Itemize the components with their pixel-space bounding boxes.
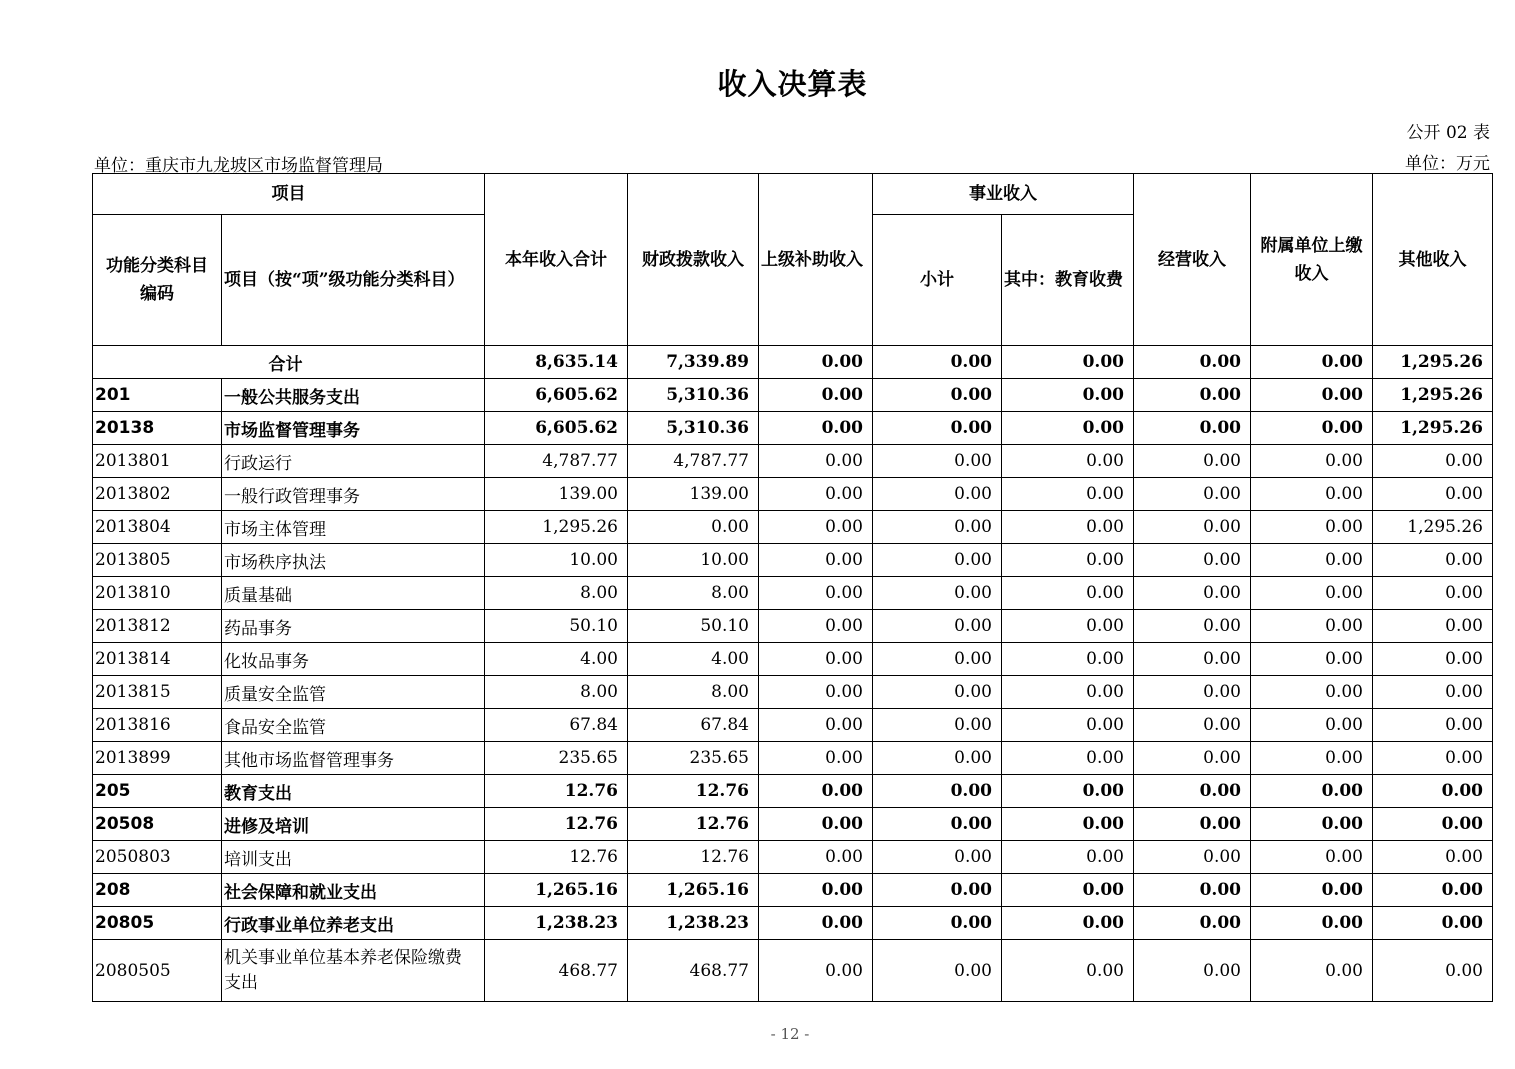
table-row [93,775,1493,808]
row-value: 0.00 [1134,907,1251,940]
row-value: 67.84 [628,709,759,742]
row-value: 0.00 [1373,610,1493,643]
row-value: 0.00 [1251,511,1373,544]
row-value: 8.00 [485,676,628,709]
total-value: 0.00 [1134,346,1251,379]
row-value: 0.00 [1251,412,1373,445]
row-code: 20805 [93,907,222,940]
row-value: 50.10 [628,610,759,643]
row-value: 12.76 [485,841,628,874]
total-value: 8,635.14 [485,346,628,379]
row-value: 0.00 [873,742,1002,775]
row-value: 0.00 [1251,808,1373,841]
row-value: 12.76 [628,841,759,874]
row-value: 8.00 [485,577,628,610]
row-value: 50.10 [485,610,628,643]
row-code: 20138 [93,412,222,445]
table-row [93,742,1493,775]
total-value: 7,339.89 [628,346,759,379]
row-code: 205 [93,775,222,808]
row-value: 0.00 [1134,478,1251,511]
table-row [93,709,1493,742]
row-code: 208 [93,874,222,907]
row-name: 市场监督管理事务 [222,412,485,445]
row-value: 0.00 [1251,445,1373,478]
row-value: 0.00 [1002,841,1134,874]
row-value: 0.00 [1251,379,1373,412]
row-value: 0.00 [759,412,873,445]
row-value: 4.00 [628,643,759,676]
total-label: 合计 [93,346,485,379]
row-value: 0.00 [1134,544,1251,577]
table-row [93,412,1493,445]
row-value: 0.00 [1134,940,1251,1002]
header-fiscal: 财政拨款收入 [628,174,759,346]
row-value: 0.00 [873,775,1002,808]
header-operating: 经营收入 [1134,174,1251,346]
unit-label: 单位：重庆市九龙坡区市场监督管理局 [94,156,383,176]
total-value: 0.00 [1002,346,1134,379]
row-name: 社会保障和就业支出 [222,874,485,907]
row-code: 2013801 [93,445,222,478]
row-value: 235.65 [485,742,628,775]
row-value: 0.00 [1373,544,1493,577]
row-value: 0.00 [1373,841,1493,874]
page-number: - 12 - [770,1025,810,1043]
row-value: 12.76 [628,808,759,841]
row-value: 0.00 [1251,544,1373,577]
row-name: 质量基础 [222,577,485,610]
row-value: 235.65 [628,742,759,775]
row-value: 0.00 [1373,676,1493,709]
header-subtotal: 小计 [873,215,1002,346]
row-value: 4,787.77 [628,445,759,478]
row-name: 机关事业单位基本养老保险缴费支出 [222,940,485,1002]
row-value: 0.00 [759,379,873,412]
row-value: 0.00 [873,808,1002,841]
row-value: 0.00 [873,841,1002,874]
row-value: 0.00 [759,742,873,775]
row-code: 2013810 [93,577,222,610]
row-value: 12.76 [485,808,628,841]
row-value: 0.00 [1002,412,1134,445]
row-value: 4.00 [485,643,628,676]
table-row [93,610,1493,643]
row-value: 10.00 [628,544,759,577]
row-value: 0.00 [1002,775,1134,808]
row-value: 0.00 [1373,577,1493,610]
row-name: 进修及培训 [222,808,485,841]
row-value: 5,310.36 [628,379,759,412]
row-value: 1,238.23 [485,907,628,940]
table-row [93,445,1493,478]
row-value: 0.00 [1134,808,1251,841]
row-name: 质量安全监管 [222,676,485,709]
row-name: 市场秩序执法 [222,544,485,577]
row-value: 4,787.77 [485,445,628,478]
row-value: 1,238.23 [628,907,759,940]
row-value: 0.00 [1251,940,1373,1002]
row-value: 0.00 [1251,643,1373,676]
row-value: 0.00 [873,709,1002,742]
row-value: 0.00 [759,907,873,940]
row-value: 0.00 [1373,709,1493,742]
header-superior: 上级补助收入 [759,174,873,346]
row-value: 0.00 [1134,676,1251,709]
row-value: 0.00 [1134,643,1251,676]
row-value: 0.00 [873,643,1002,676]
table-row [93,511,1493,544]
row-value: 1,295.26 [485,511,628,544]
table-row [93,643,1493,676]
row-value: 0.00 [1134,379,1251,412]
row-value: 0.00 [1002,610,1134,643]
row-value: 0.00 [1002,577,1134,610]
row-name: 行政事业单位养老支出 [222,907,485,940]
row-code: 20508 [93,808,222,841]
table-row [93,841,1493,874]
row-value: 0.00 [1251,742,1373,775]
row-value: 0.00 [873,676,1002,709]
row-value: 0.00 [1002,544,1134,577]
form-number: 公开 02 表 [1406,123,1490,143]
row-code: 2013816 [93,709,222,742]
row-value: 0.00 [759,544,873,577]
row-name: 食品安全监管 [222,709,485,742]
row-value: 0.00 [1373,445,1493,478]
row-value: 0.00 [1251,841,1373,874]
row-value: 1,295.26 [1373,379,1493,412]
row-value: 0.00 [873,511,1002,544]
row-value: 0.00 [873,610,1002,643]
row-value: 0.00 [873,412,1002,445]
table-row [93,577,1493,610]
row-value: 0.00 [873,379,1002,412]
row-value: 0.00 [1002,379,1134,412]
row-value: 0.00 [1373,643,1493,676]
row-value: 0.00 [1251,610,1373,643]
row-name: 化妆品事务 [222,643,485,676]
income-table [92,173,1493,1002]
total-row [93,346,1493,379]
total-value: 0.00 [1251,346,1373,379]
row-value: 1,265.16 [485,874,628,907]
row-value: 0.00 [759,643,873,676]
row-code: 2013899 [93,742,222,775]
row-value: 0.00 [628,511,759,544]
row-name: 其他市场监督管理事务 [222,742,485,775]
row-value: 0.00 [1373,940,1493,1002]
row-value: 0.00 [1002,478,1134,511]
row-value: 0.00 [1002,874,1134,907]
row-code: 2013814 [93,643,222,676]
table-row [93,874,1493,907]
row-value: 0.00 [759,577,873,610]
row-value: 139.00 [485,478,628,511]
row-code: 2013805 [93,544,222,577]
row-value: 0.00 [759,511,873,544]
row-value: 0.00 [1134,577,1251,610]
row-value: 0.00 [759,709,873,742]
row-value: 0.00 [1002,940,1134,1002]
row-code: 2050803 [93,841,222,874]
row-value: 0.00 [1002,643,1134,676]
row-value: 0.00 [759,940,873,1002]
row-name: 行政运行 [222,445,485,478]
row-value: 0.00 [873,544,1002,577]
row-code: 2080505 [93,940,222,1002]
row-code: 2013804 [93,511,222,544]
row-value: 0.00 [873,940,1002,1002]
row-value: 6,605.62 [485,379,628,412]
row-value: 0.00 [759,841,873,874]
table-row [93,478,1493,511]
row-value: 0.00 [1134,742,1251,775]
row-value: 0.00 [759,676,873,709]
row-value: 0.00 [759,610,873,643]
header-education: 其中：教育收费 [1002,215,1134,346]
row-value: 0.00 [1002,709,1134,742]
row-value: 0.00 [1002,676,1134,709]
header-business: 事业收入 [873,174,1134,215]
row-value: 0.00 [759,874,873,907]
row-value: 0.00 [873,478,1002,511]
page-title: 收入决算表 [717,67,868,101]
header-affiliated: 附属单位上缴收入 [1251,174,1373,346]
row-value: 1,295.26 [1373,511,1493,544]
row-value: 0.00 [1134,874,1251,907]
row-value: 0.00 [1373,742,1493,775]
row-value: 8.00 [628,577,759,610]
row-value: 0.00 [873,907,1002,940]
row-value: 0.00 [873,577,1002,610]
row-value: 10.00 [485,544,628,577]
total-value: 0.00 [873,346,1002,379]
row-name: 市场主体管理 [222,511,485,544]
row-value: 0.00 [1373,775,1493,808]
row-value: 0.00 [1002,742,1134,775]
row-value: 0.00 [1002,907,1134,940]
row-value: 0.00 [1373,874,1493,907]
row-name: 培训支出 [222,841,485,874]
row-name: 教育支出 [222,775,485,808]
row-value: 0.00 [1251,775,1373,808]
row-value: 468.77 [485,940,628,1002]
table-row [93,544,1493,577]
row-name: 药品事务 [222,610,485,643]
row-code: 2013802 [93,478,222,511]
table-row [93,907,1493,940]
row-value: 0.00 [759,478,873,511]
row-value: 8.00 [628,676,759,709]
row-value: 0.00 [1251,709,1373,742]
header-item: 项目 [93,174,485,215]
row-value: 0.00 [1251,907,1373,940]
header-other: 其他收入 [1373,174,1493,346]
row-value: 0.00 [1134,775,1251,808]
row-value: 0.00 [1134,841,1251,874]
row-value: 12.76 [485,775,628,808]
row-value: 0.00 [873,445,1002,478]
row-value: 0.00 [1002,511,1134,544]
row-value: 0.00 [1373,478,1493,511]
row-value: 0.00 [1251,874,1373,907]
row-value: 0.00 [1002,445,1134,478]
row-value: 12.76 [628,775,759,808]
table-row [93,379,1493,412]
row-value: 0.00 [1002,808,1134,841]
header-name: 项目（按“项”级功能分类科目） [222,215,485,346]
row-value: 67.84 [485,709,628,742]
row-code: 2013815 [93,676,222,709]
row-value: 0.00 [1373,808,1493,841]
row-name: 一般公共服务支出 [222,379,485,412]
row-value: 0.00 [759,445,873,478]
row-value: 5,310.36 [628,412,759,445]
row-value: 0.00 [1134,709,1251,742]
table-row [93,808,1493,841]
row-value: 139.00 [628,478,759,511]
row-value: 0.00 [1134,610,1251,643]
row-name: 一般行政管理事务 [222,478,485,511]
row-value: 0.00 [873,874,1002,907]
table-row [93,676,1493,709]
row-value: 0.00 [1373,907,1493,940]
row-value: 468.77 [628,940,759,1002]
row-value: 0.00 [1251,676,1373,709]
total-value: 0.00 [759,346,873,379]
row-value: 0.00 [1134,412,1251,445]
row-value: 0.00 [759,775,873,808]
row-code: 201 [93,379,222,412]
table-body [93,346,1493,1002]
row-code: 2013812 [93,610,222,643]
row-value: 0.00 [759,808,873,841]
currency-label: 单位：万元 [1405,154,1490,174]
row-value: 0.00 [1134,445,1251,478]
row-value: 0.00 [1134,511,1251,544]
table-row [93,940,1493,1002]
total-value: 1,295.26 [1373,346,1493,379]
header-code: 功能分类科目编码 [93,215,222,346]
row-value: 0.00 [1251,577,1373,610]
row-value: 1,265.16 [628,874,759,907]
row-value: 1,295.26 [1373,412,1493,445]
header-total: 本年收入合计 [485,174,628,346]
row-value: 0.00 [1251,478,1373,511]
row-value: 6,605.62 [485,412,628,445]
